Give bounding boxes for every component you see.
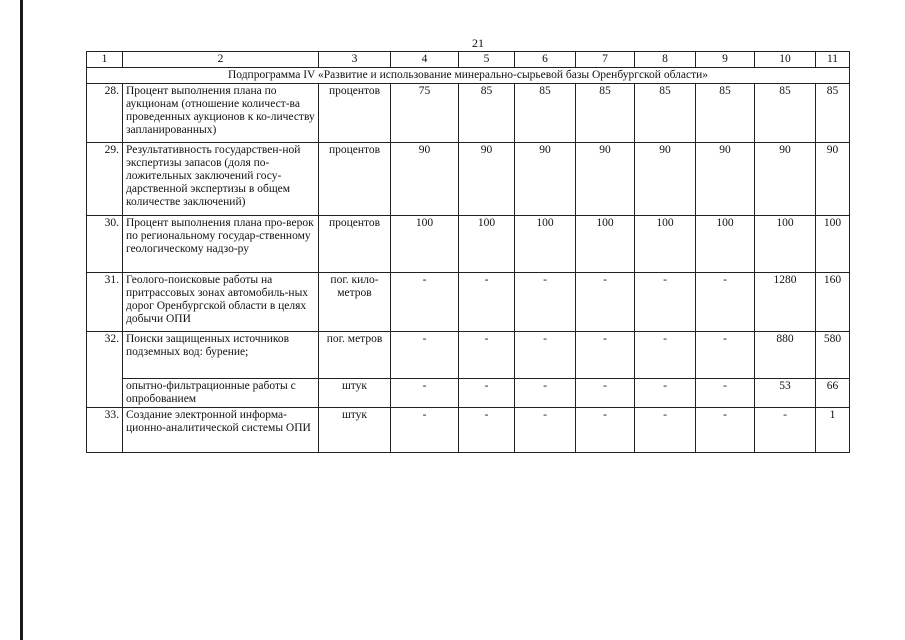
value-cell: 85 — [696, 84, 755, 143]
value-cell: 90 — [459, 143, 515, 216]
table-row — [87, 332, 850, 379]
section-row — [87, 68, 850, 84]
value-cell: 100 — [391, 216, 459, 273]
value-cell: - — [696, 408, 755, 453]
value-cell: - — [635, 273, 696, 332]
value-cell: 580 — [816, 332, 850, 379]
page-left-rule — [20, 0, 23, 640]
indicator-description: Процент выполнения плана по аукционам (отношение количест-ва проведенных аукционов к ко-личеству запланированных) — [123, 84, 319, 143]
indicator-description: опытно-фильтрационные работы с опробованием — [123, 379, 319, 408]
table-row — [87, 84, 850, 143]
unit-cell: процентов — [319, 84, 391, 143]
column-number-header: 2 — [123, 52, 319, 68]
column-number-header: 9 — [696, 52, 755, 68]
value-cell: - — [459, 408, 515, 453]
column-number-header: 6 — [515, 52, 576, 68]
value-cell: 85 — [515, 84, 576, 143]
column-number-header: 11 — [816, 52, 850, 68]
table-row — [87, 143, 850, 216]
value-cell: - — [576, 332, 635, 379]
value-cell: 100 — [515, 216, 576, 273]
indicators-table — [86, 51, 850, 453]
column-number-header: 10 — [755, 52, 816, 68]
column-number-header: 5 — [459, 52, 515, 68]
value-cell: 1 — [816, 408, 850, 453]
value-cell: 100 — [576, 216, 635, 273]
value-cell: 100 — [459, 216, 515, 273]
value-cell: - — [515, 408, 576, 453]
value-cell: 100 — [635, 216, 696, 273]
unit-cell: пог. кило-метров — [319, 273, 391, 332]
column-number-header: 7 — [576, 52, 635, 68]
column-number-header: 1 — [87, 52, 123, 68]
value-cell: 100 — [755, 216, 816, 273]
value-cell: 85 — [635, 84, 696, 143]
value-cell: 66 — [816, 379, 850, 408]
value-cell: 160 — [816, 273, 850, 332]
value-cell: - — [576, 379, 635, 408]
value-cell: 53 — [755, 379, 816, 408]
value-cell: - — [696, 332, 755, 379]
value-cell: - — [515, 379, 576, 408]
value-cell: 880 — [755, 332, 816, 379]
value-cell: 90 — [816, 143, 850, 216]
value-cell: - — [459, 273, 515, 332]
value-cell: - — [515, 332, 576, 379]
value-cell: 1280 — [755, 273, 816, 332]
value-cell: 90 — [696, 143, 755, 216]
row-number: 33. — [87, 408, 123, 453]
value-cell: 90 — [755, 143, 816, 216]
value-cell: - — [635, 408, 696, 453]
value-cell: 85 — [755, 84, 816, 143]
value-cell: - — [459, 379, 515, 408]
indicator-description: Результативность государствен-ной экспертизы запасов (доля по-ложительных заключений госу-дарственной экспертизы в общем количестве заключений) — [123, 143, 319, 216]
value-cell: - — [635, 332, 696, 379]
value-cell: 85 — [459, 84, 515, 143]
indicator-description: Поиски защищенных источников подземных вод: бурение; — [123, 332, 319, 379]
value-cell: 85 — [576, 84, 635, 143]
table-row — [87, 216, 850, 273]
value-cell: - — [515, 273, 576, 332]
column-number-header-row — [87, 52, 850, 68]
row-number: 28. — [87, 84, 123, 143]
row-number: 29. — [87, 143, 123, 216]
indicator-description: Создание электронной информа-ционно-аналитической системы ОПИ — [123, 408, 319, 453]
value-cell: - — [576, 273, 635, 332]
unit-cell: пог. метров — [319, 332, 391, 379]
value-cell: 100 — [816, 216, 850, 273]
unit-cell: процентов — [319, 143, 391, 216]
value-cell: - — [391, 379, 459, 408]
unit-cell: процентов — [319, 216, 391, 273]
value-cell: 75 — [391, 84, 459, 143]
row-number: 31. — [87, 273, 123, 332]
value-cell: 90 — [576, 143, 635, 216]
value-cell: 90 — [391, 143, 459, 216]
value-cell: - — [459, 332, 515, 379]
row-number: 30. — [87, 216, 123, 273]
column-number-header: 4 — [391, 52, 459, 68]
unit-cell: штук — [319, 408, 391, 453]
value-cell: - — [391, 408, 459, 453]
section-title: Подпрограмма IV «Развитие и использование минерально-сырьевой базы Оренбургской области» — [87, 68, 850, 84]
table-row — [87, 273, 850, 332]
indicator-description: Геолого-поисковые работы на притрассовых зонах автомобиль-ных дорог Оренбургской области в целях добычи ОПИ — [123, 273, 319, 332]
unit-cell: штук — [319, 379, 391, 408]
value-cell: - — [755, 408, 816, 453]
column-number-header: 3 — [319, 52, 391, 68]
indicator-description: Процент выполнения плана про-верок по региональному государ-ственному геологическому надзо-ру — [123, 216, 319, 273]
value-cell: - — [696, 273, 755, 332]
value-cell: - — [696, 379, 755, 408]
row-number: 32. — [87, 332, 123, 408]
value-cell: - — [635, 379, 696, 408]
value-cell: 90 — [635, 143, 696, 216]
value-cell: - — [576, 408, 635, 453]
value-cell: 85 — [816, 84, 850, 143]
value-cell: 90 — [515, 143, 576, 216]
table-row — [87, 408, 850, 453]
value-cell: - — [391, 273, 459, 332]
table-row — [87, 379, 850, 408]
column-number-header: 8 — [635, 52, 696, 68]
page-number: 21 — [472, 36, 484, 50]
value-cell: 100 — [696, 216, 755, 273]
value-cell: - — [391, 332, 459, 379]
